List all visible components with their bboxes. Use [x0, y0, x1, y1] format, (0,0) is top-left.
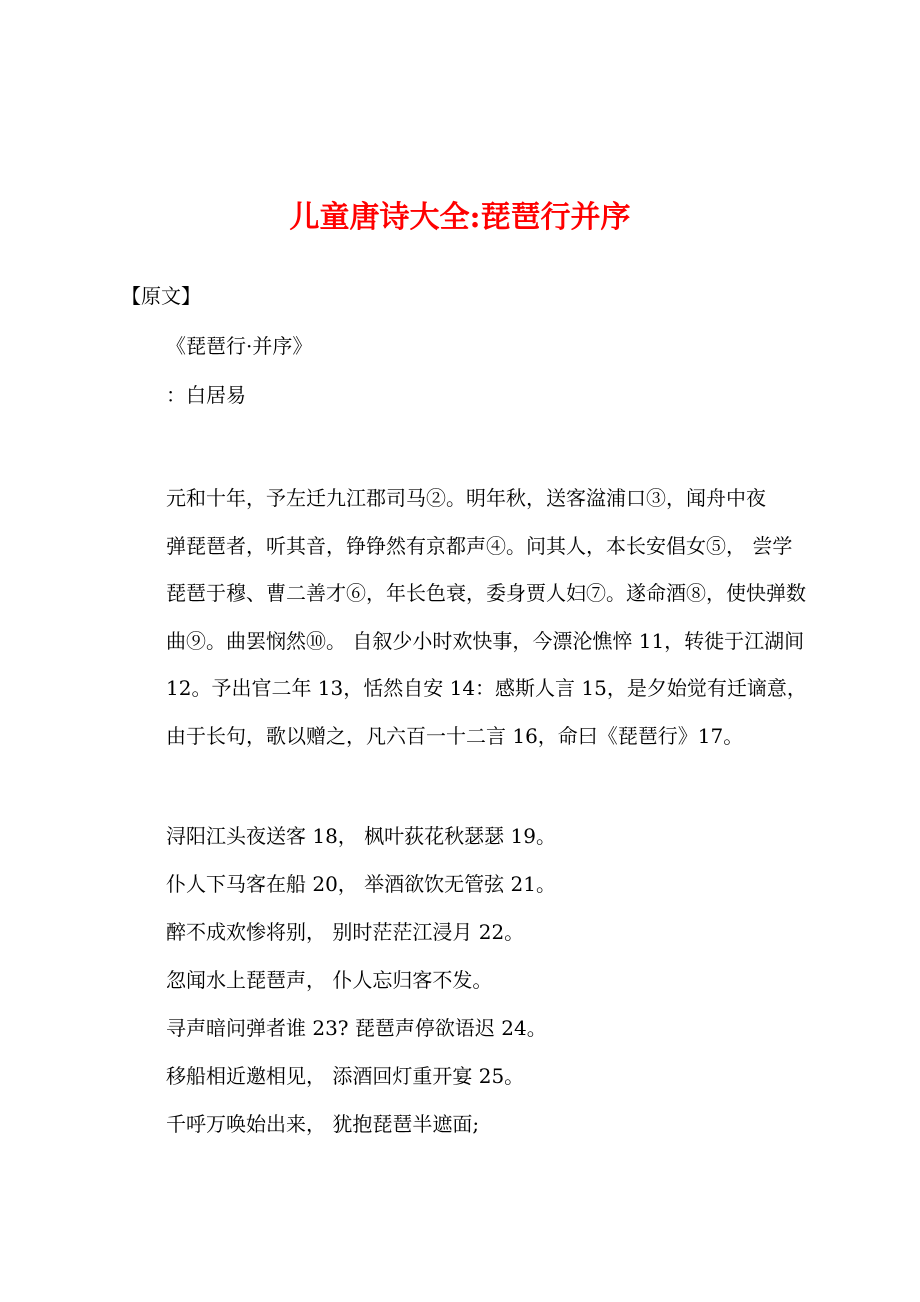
preface-line: 元和十年，予左迁九江郡司马②。明年秋，送客湓浦口③，闻舟中夜: [166, 486, 766, 510]
preface-line: 曲⑨。曲罢悯然⑩。 自叙少小时欢快事，今漂沦憔悴 11，转徙于江湖间: [166, 628, 805, 653]
verse-line: 仆人下马客在船 20， 举酒欲饮无管弦 21。: [166, 872, 556, 896]
preface-line: 弹琵琶者，听其音，铮铮然有京都声④。问其人，本长安倡女⑤， 尝学: [166, 533, 793, 558]
page-title: 儿童唐诗大全:琵琶行并序: [289, 200, 631, 235]
preface-paragraph: [166, 475, 806, 761]
verse-line: 寻声暗问弹者谁 23? 琵琶声停欲语迟 24。: [166, 1016, 547, 1040]
verse-line: 醉不成欢惨将别， 别时茫茫江浸月 22。: [166, 920, 525, 944]
verse-line: 忽闻水上琵琶声， 仆人忘归客不发。: [166, 968, 493, 992]
verse-line: 浔阳江头夜送客 18， 枫叶荻花秋瑟瑟 19。: [166, 824, 556, 848]
verse-line: 千呼万唤始出来， 犹抱琵琶半遮面;: [166, 1112, 480, 1136]
verse-line: 移船相近邀相见， 添酒回灯重开宴 25。: [166, 1064, 525, 1088]
poem-title: 《琵琶行·并序》: [166, 334, 313, 358]
preface-line: 12。予出官二年 13，恬然自安 14：感斯人言 15，是夕始觉有迁谪意，: [166, 676, 807, 701]
preface-line: 由于长句，歌以赠之，凡六百一十二言 16，命曰《琵琶行》17。: [166, 723, 744, 748]
verse-list: [166, 812, 556, 1148]
poem-author: ：白居易: [166, 383, 246, 407]
preface-line: 琵琶于穆、曹二善才⑥，年长色衰，委身贾人妇⑦。遂命酒⑧，使快弹数: [166, 581, 806, 606]
section-label: 【原文】: [121, 284, 201, 308]
